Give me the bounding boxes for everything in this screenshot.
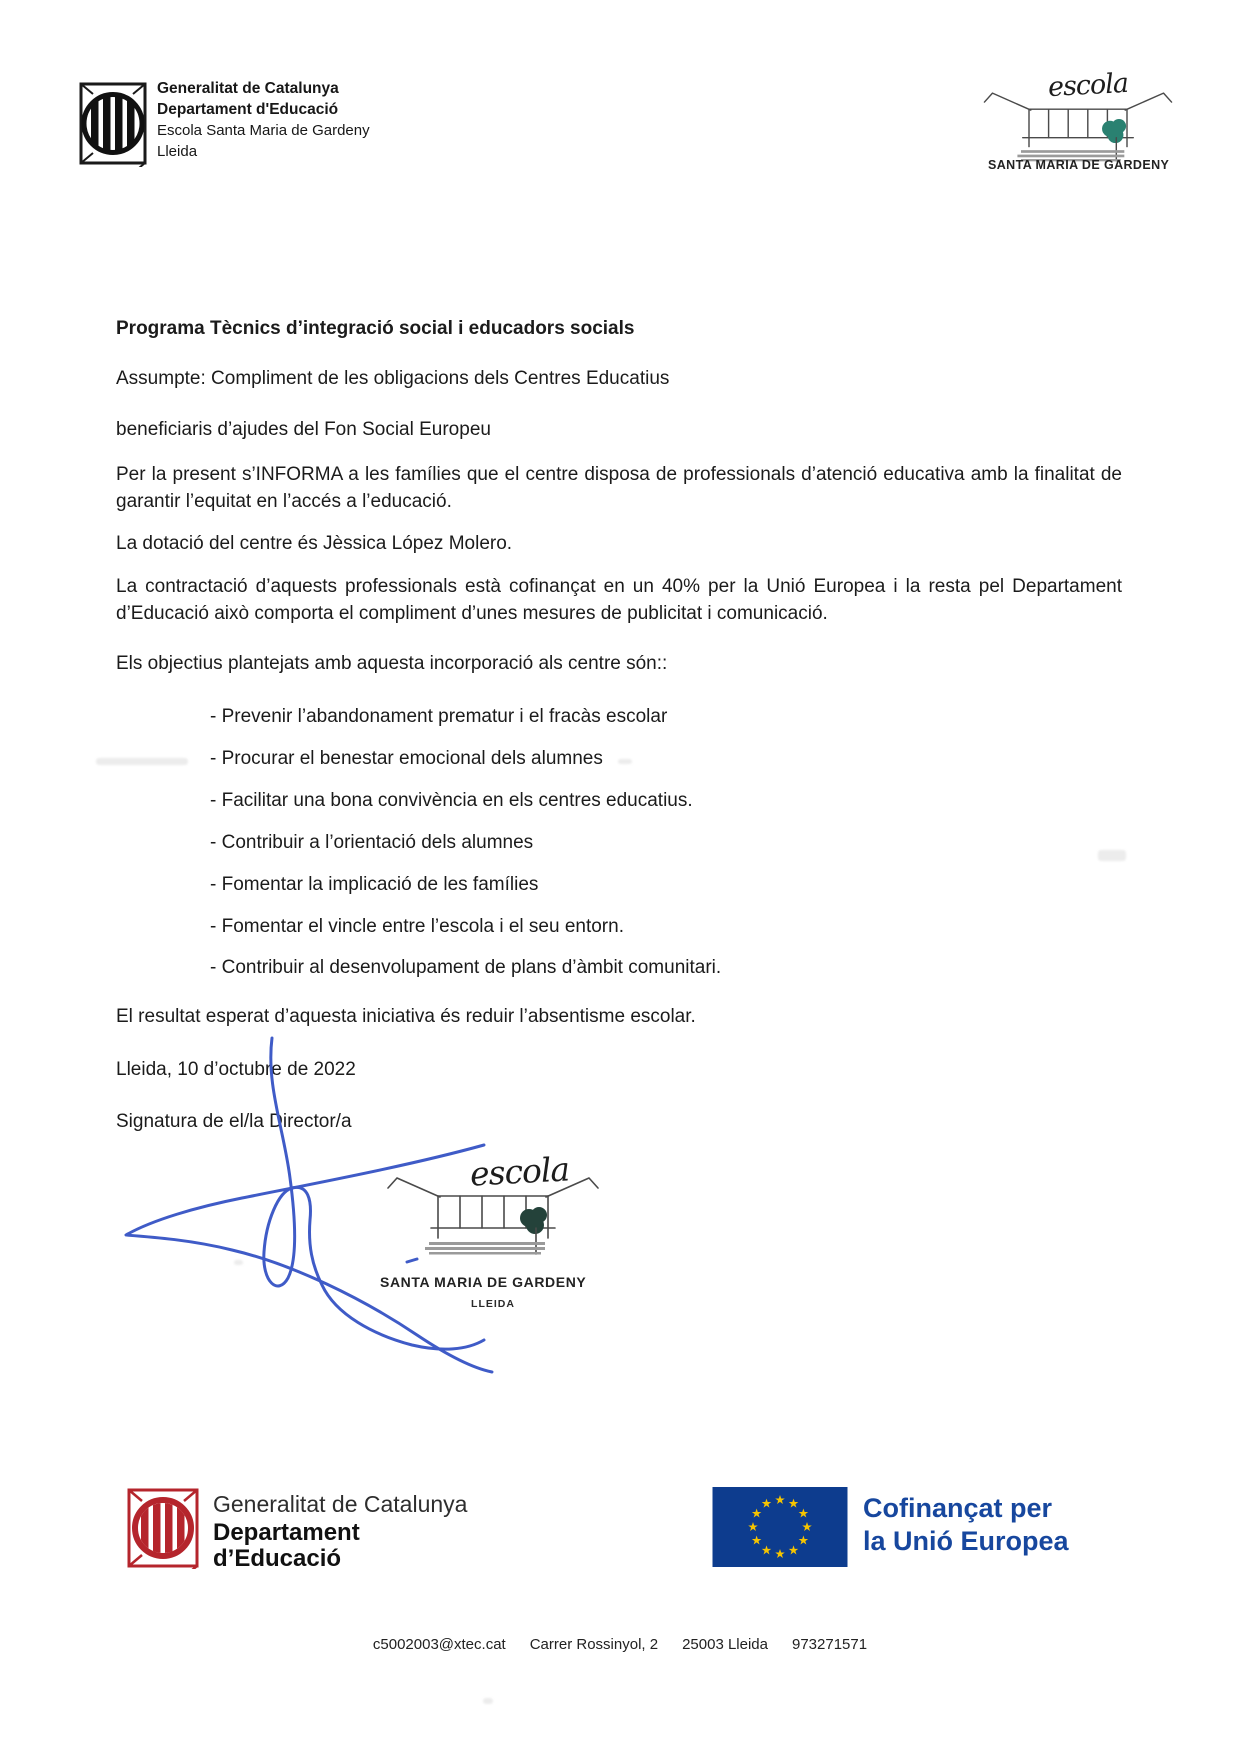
objective-item-2: - Procurar el benestar emocional dels alumnes: [210, 748, 603, 769]
school-logo-name: SANTA MARIA DE GARDENY: [988, 158, 1170, 172]
eu-cofinance-label: [863, 1492, 1069, 1558]
school-logo-header: [980, 67, 1176, 180]
objective-item-7: - Contribuir al desenvolupament de plans d’àmbit comunitari.: [210, 957, 722, 978]
header-org-block: [157, 78, 370, 162]
signature-caption: Signatura de el/la Director/a: [116, 1111, 352, 1132]
paragraph-cofinancat: La contractació d’aquests professionals està cofinançat en un 40% per la Unió Europea i la resta pel Departament d’Educació això comporta el compliment d’unes mesures de publicitat i comunicació.: [116, 576, 1122, 624]
objective-item-4: - Contribuir a l’orientació dels alumnes: [210, 832, 534, 853]
beneficiaris-line: beneficiaris d’ajudes del Fon Social Europeu: [116, 419, 491, 440]
stamp-school-name: SANTA MARIA DE GARDENY: [380, 1274, 587, 1290]
header-org-line1: Generalitat de Catalunya: [157, 80, 339, 97]
header-org-line2: Departament d'Educació: [157, 101, 339, 118]
contact-address: Carrer Rossinyol, 2: [529, 1636, 659, 1653]
stamp-escola-script-text: escola: [469, 1149, 570, 1194]
date-line: Lleida, 10 d’octubre de 2022: [116, 1059, 356, 1080]
objective-item-6: - Fomentar el vincle entre l’escola i el seu entorn.: [210, 916, 624, 937]
scan-artifact: [234, 1260, 243, 1265]
subject-line: Assumpte: Compliment de les obligacions dels Centres Educatius: [116, 368, 670, 389]
paragraph-resultat: El resultat esperat d’aquesta iniciativa és reduir l’absentisme escolar.: [116, 1006, 696, 1027]
objective-item-3: - Facilitar una bona convivència en els centres educatius.: [210, 790, 693, 811]
eu-cofinance-line1: Cofinançat per: [863, 1493, 1053, 1523]
header-org-line3: Escola Santa Maria de Gardeny: [157, 122, 370, 139]
objective-item-5: - Fomentar la implicació de les famílies: [210, 874, 539, 895]
scan-artifact: [618, 759, 632, 764]
scan-artifact: [96, 758, 188, 765]
gencat-emblem-icon: [78, 80, 148, 167]
objectives-intro: Els objectius plantejats amb aquesta incorporació als centre són::: [116, 653, 668, 674]
contact-phone: 973271571: [792, 1636, 868, 1653]
contact-email: c5002003@xtec.cat: [372, 1636, 506, 1653]
school-stamp: [362, 1149, 624, 1322]
gencat-footer-emblem-icon: [126, 1487, 200, 1569]
paragraph-inform: Per la present s’INFORMA a les famílies que el centre disposa de professionals d’atenció educativa amb la finalitat de garantir l’equitat en l’accés a l’educació.: [116, 464, 1122, 512]
header-org-line4: Lleida: [157, 143, 198, 160]
contact-postal-city: 25003 Lleida: [682, 1636, 768, 1653]
eu-cofinance-line2: la Unió Europea: [863, 1526, 1069, 1556]
paragraph-dotacio: La dotació del centre és Jèssica López Molero.: [116, 533, 513, 554]
stamp-city: LLEIDA: [471, 1298, 515, 1310]
footer-contact-line: [30, 1636, 1210, 1653]
objective-item-1: - Prevenir l’abandonament prematur i el fracàs escolar: [210, 706, 668, 727]
scan-artifact: [1098, 850, 1126, 861]
stamp-building-icon: [362, 1166, 624, 1266]
scan-artifact: [483, 1698, 493, 1704]
document-title: Programa Tècnics d’integració social i educadors socials: [116, 318, 635, 339]
eu-flag-icon: [712, 1487, 848, 1567]
footer-gencat-line2: Departament: [213, 1519, 360, 1546]
escola-script-text: escola: [1047, 67, 1129, 104]
footer-gencat-line1: Generalitat de Catalunya: [213, 1491, 468, 1517]
footer-gencat-line3: d’Educació: [213, 1545, 342, 1572]
